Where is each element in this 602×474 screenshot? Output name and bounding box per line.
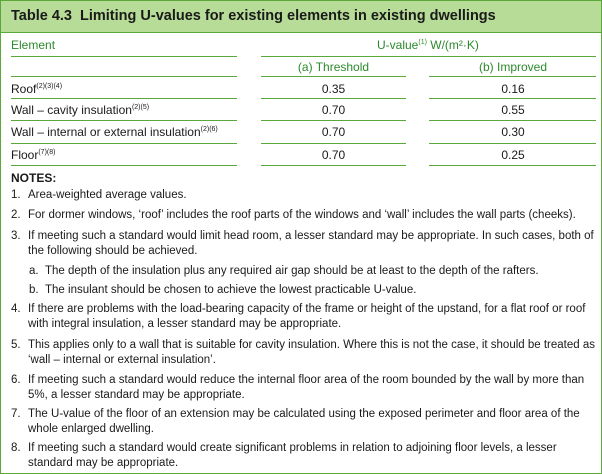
note-item: 7. The U-value of the floor of an extension may be calculated using the exposed perimeter and floor area of the whole enlarged dwelling. — [11, 408, 580, 435]
row-floor-improved: 0.25 — [501, 148, 525, 162]
note-item: 6. If meeting such a standard would reduce the internal floor area of the room bounded by the wall by more than 5%, a lesser standard may be appropriate. — [11, 374, 585, 401]
table-title — [11, 8, 496, 24]
row-rule — [11, 98, 237, 99]
note-item: 5. This applies only to a wall that is suitable for cavity insulation. Where this is not the case, it should be treated as ‘wall – internal or external insulation’. — [11, 339, 595, 366]
uvalue-column-header — [377, 38, 479, 52]
row-wall-internal-threshold: 0.70 — [321, 125, 346, 139]
row-rule — [11, 143, 237, 144]
row-wall-cavity-improved: 0.55 — [501, 103, 525, 117]
row-rule — [429, 143, 596, 144]
table-title-bar — [1, 1, 601, 33]
row-rule — [429, 165, 596, 166]
row-rule — [429, 120, 596, 121]
table-number: Table 4.3 — [11, 8, 72, 24]
note-item: 8. If meeting such a standard would create significant problems in relation to adjoining floor levels, a lesser standard may be appropriate. — [11, 442, 557, 469]
header-rule-2-threshold — [261, 76, 406, 77]
row-roof-improved: 0.16 — [501, 82, 525, 96]
row-label-wall-cavity: Wall – cavity insulation$^{(2)(5)}$ — [11, 103, 150, 117]
header-rule-element — [11, 56, 237, 57]
row-wall-internal-improved: 0.30 — [501, 125, 525, 139]
row-rule — [429, 98, 596, 99]
element-column-header: Element — [11, 38, 56, 52]
row-rule — [261, 120, 406, 121]
subnote-item: b. The insulant should be chosen to achieve the lowest practicable U-value. — [29, 284, 417, 296]
row-label-wall-internal-external: Wall – internal or external insulation$^{(2)(6)}$ — [11, 125, 218, 139]
uvalue-unit: W/(m²·K) — [426, 38, 479, 52]
uvalue-footnote-ref: (1) — [418, 39, 427, 46]
note-item: 4. If there are problems with the load-bearing capacity of the frame or height of the upstand, for a flat roof or roof with integral insulation, a lesser standard may be appropriate. — [11, 303, 586, 330]
row-floor-threshold: 0.70 — [321, 148, 346, 162]
uvalue-label: U-value — [377, 38, 419, 52]
table-caption: Limiting U-values for existing elements in existing dwellings — [79, 8, 496, 24]
row-rule — [261, 165, 406, 166]
row-rule — [11, 120, 237, 121]
row-label-roof: Roof$^{(2)(3)(4)}$ — [11, 82, 63, 96]
header-rule-2-improved — [429, 76, 596, 77]
threshold-column-header: (a) Threshold — [297, 60, 370, 74]
row-label-floor: Floor$^{(7)(8)}$ — [11, 148, 56, 162]
note-item: 2. For dormer windows, ‘roof’ includes the roof parts of the windows and ‘wall’ includes the wall parts (cheeks). — [11, 209, 576, 221]
row-rule — [11, 165, 237, 166]
note-item: 1. Area-weighted average values. — [11, 189, 187, 201]
notes-heading: NOTES: — [11, 171, 57, 185]
row-rule — [261, 143, 406, 144]
subnote-item: a. The depth of the insulation plus any required air gap should be at least to the depth of the rafters. — [29, 265, 539, 277]
note-item: 3. If meeting such a standard would limit head room, a lesser standard may be appropriate. In such cases, both of the following should be achieved. — [11, 230, 594, 257]
header-rule-uvalue — [261, 56, 596, 57]
improved-column-header: (b) Improved — [478, 60, 548, 74]
row-wall-cavity-threshold: 0.70 — [321, 103, 346, 117]
row-rule — [261, 98, 406, 99]
row-roof-threshold: 0.35 — [321, 82, 346, 96]
header-rule-2-element — [11, 76, 237, 77]
